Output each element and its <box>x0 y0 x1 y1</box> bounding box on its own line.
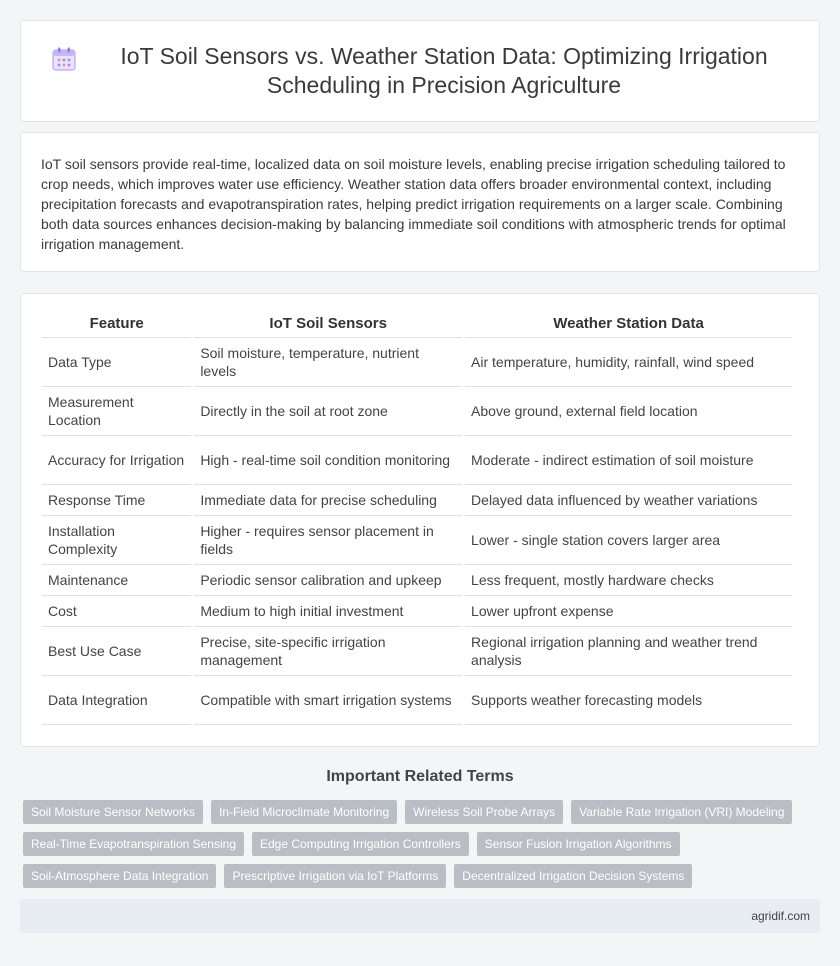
related-term-tag[interactable]: Prescriptive Irrigation via IoT Platforms <box>224 864 446 888</box>
row-iot-value: Periodic sensor calibration and upkeep <box>194 565 462 596</box>
row-iot-value: Soil moisture, temperature, nutrient levels <box>194 338 462 387</box>
row-feature: Data Type <box>42 338 191 387</box>
row-weather-value: Moderate - indirect estimation of soil moisture <box>465 436 792 485</box>
related-terms-tags <box>20 800 820 896</box>
title-card <box>20 20 820 122</box>
intro-card <box>20 132 820 272</box>
row-feature: Accuracy for Irrigation <box>42 436 191 485</box>
row-iot-value: Compatible with smart irrigation systems <box>194 676 462 725</box>
table-row <box>42 338 792 387</box>
related-term-tag[interactable]: In-Field Microclimate Monitoring <box>211 800 397 824</box>
footer-site-link[interactable]: agridif.com <box>751 909 810 923</box>
table-row <box>42 516 792 565</box>
row-feature: Cost <box>42 596 191 627</box>
row-feature: Response Time <box>42 485 191 516</box>
row-weather-value: Lower - single station covers larger area <box>465 516 792 565</box>
row-weather-value: Delayed data influenced by weather variations <box>465 485 792 516</box>
comparison-table-card <box>20 293 820 747</box>
table-header-row <box>42 314 792 338</box>
row-weather-value: Supports weather forecasting models <box>465 676 792 725</box>
row-feature: Measurement Location <box>42 387 191 436</box>
related-term-tag[interactable]: Soil Moisture Sensor Networks <box>23 800 203 824</box>
table-row <box>42 387 792 436</box>
row-iot-value: High - real-time soil condition monitoring <box>194 436 462 485</box>
row-iot-value: Immediate data for precise scheduling <box>194 485 462 516</box>
table-row <box>42 485 792 516</box>
row-iot-value: Medium to high initial investment <box>194 596 462 627</box>
intro-paragraph: IoT soil sensors provide real-time, localized data on soil moisture levels, enabling precise irrigation scheduling tailored to crop needs, which improves water use efficiency. Weather station data offers broader environmental context, including precipitation forecasts and evapotranspiration rates, helping predict irrigation requirements on a larger scale. Combining both data sources enhances decision-making by balancing immediate soil conditions with atmospheric trends for optimal irrigation management. <box>41 156 786 252</box>
row-iot-value: Higher - requires sensor placement in fields <box>194 516 462 565</box>
row-feature: Data Integration <box>42 676 191 725</box>
calendar-icon <box>51 46 77 72</box>
footer <box>20 899 820 933</box>
comparison-table <box>39 314 795 725</box>
row-weather-value: Lower upfront expense <box>465 596 792 627</box>
row-iot-value: Directly in the soil at root zone <box>194 387 462 436</box>
related-term-tag[interactable]: Sensor Fusion Irrigation Algorithms <box>477 832 680 856</box>
related-term-tag[interactable]: Soil-Atmosphere Data Integration <box>23 864 216 888</box>
row-weather-value: Air temperature, humidity, rainfall, wind speed <box>465 338 792 387</box>
table-row <box>42 676 792 725</box>
row-feature: Installation Complexity <box>42 516 191 565</box>
row-feature: Best Use Case <box>42 627 191 676</box>
row-weather-value: Above ground, external field location <box>465 387 792 436</box>
row-feature: Maintenance <box>42 565 191 596</box>
related-term-tag[interactable]: Edge Computing Irrigation Controllers <box>252 832 469 856</box>
related-terms-heading: Important Related Terms <box>326 768 514 785</box>
related-term-tag[interactable]: Decentralized Irrigation Decision Systems <box>454 864 692 888</box>
title-wrap <box>51 42 789 100</box>
header-feature: Feature <box>42 314 191 338</box>
table-row <box>42 565 792 596</box>
row-iot-value: Precise, site-specific irrigation management <box>194 627 462 676</box>
row-weather-value: Less frequent, mostly hardware checks <box>465 565 792 596</box>
header-iot-soil-sensors: IoT Soil Sensors <box>194 314 462 338</box>
row-weather-value: Regional irrigation planning and weather trend analysis <box>465 627 792 676</box>
page <box>0 20 840 933</box>
page-title: IoT Soil Sensors vs. Weather Station Data: Optimizing Irrigation Scheduling in Precision Agriculture <box>120 43 768 98</box>
table-row <box>42 627 792 676</box>
table-row <box>42 596 792 627</box>
related-term-tag[interactable]: Real-Time Evapotranspiration Sensing <box>23 832 244 856</box>
related-term-tag[interactable]: Wireless Soil Probe Arrays <box>405 800 563 824</box>
related-term-tag[interactable]: Variable Rate Irrigation (VRI) Modeling <box>571 800 792 824</box>
header-weather-station-data: Weather Station Data <box>465 314 792 338</box>
table-row <box>42 436 792 485</box>
